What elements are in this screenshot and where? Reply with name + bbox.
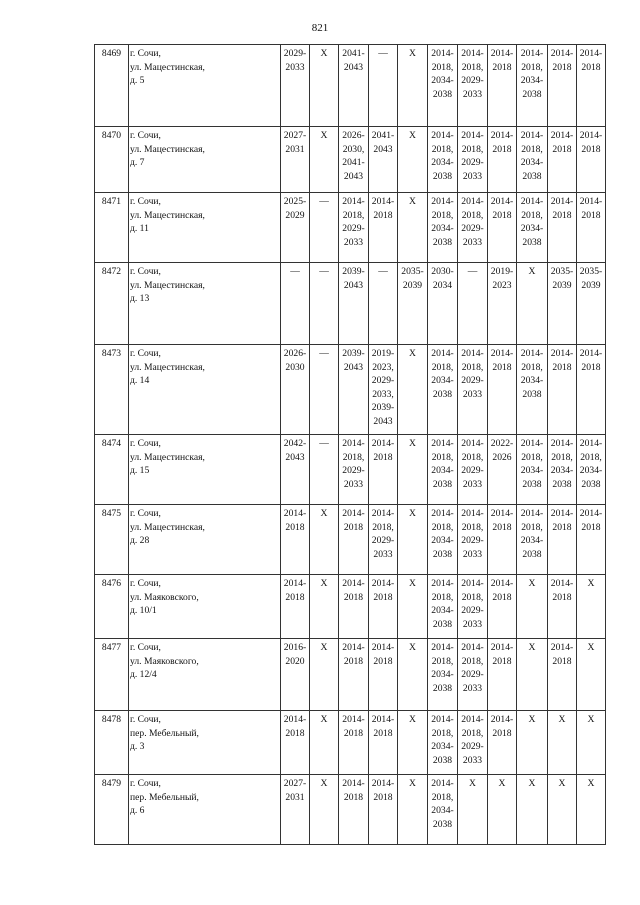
table-row xyxy=(95,45,606,127)
period-cell: 2014- 2018, 2034- 2038 xyxy=(428,435,458,505)
period-cell: 2029- 2033 xyxy=(281,45,310,127)
period-cell: 2014- 2018 xyxy=(548,505,577,575)
period-cell: 2042- 2043 xyxy=(281,435,310,505)
address-cell xyxy=(129,775,281,845)
address-line: д. 28 xyxy=(130,535,150,547)
period-cell: 2014- 2018 xyxy=(369,775,398,845)
period-cell: — xyxy=(310,345,339,435)
period-cell: 2014- 2018, 2029- 2033 xyxy=(458,575,488,639)
period-cell: 2014- 2018 xyxy=(577,127,606,193)
address-line: г. Сочи, xyxy=(130,196,161,207)
period-cell: 2014- 2018 xyxy=(281,575,310,639)
period-cell: Х xyxy=(310,711,339,775)
period-cell: 2014- 2018 xyxy=(339,575,369,639)
period-cell: Х xyxy=(577,711,606,775)
period-cell: 2014- 2018 xyxy=(548,193,577,263)
address-line: г. Сочи, xyxy=(130,778,161,789)
period-cell: 2014- 2018, 2034- 2038 xyxy=(517,505,548,575)
period-cell: Х xyxy=(398,575,428,639)
period-cell: 2026- 2030 xyxy=(281,345,310,435)
table-row xyxy=(95,711,606,775)
period-cell: 2014- 2018, 2029- 2033 xyxy=(458,193,488,263)
address-cell xyxy=(129,575,281,639)
period-cell: 2014- 2018 xyxy=(339,711,369,775)
period-cell: 2041- 2043 xyxy=(369,127,398,193)
period-cell: 2014- 2018, 2029- 2033 xyxy=(458,45,488,127)
period-cell: 2025- 2029 xyxy=(281,193,310,263)
address-line: пер. Мебельный, xyxy=(130,791,199,803)
period-cell: — xyxy=(310,435,339,505)
address-line: д. 12/4 xyxy=(130,669,157,681)
period-cell: 2014- 2018 xyxy=(488,127,517,193)
period-cell: Х xyxy=(398,193,428,263)
period-cell: 2019- 2023, 2029- 2033, 2039- 2043 xyxy=(369,345,398,435)
address-line: д. 13 xyxy=(130,293,150,305)
period-cell: — xyxy=(281,263,310,345)
period-cell: 2014- 2018 xyxy=(488,639,517,711)
address-line: г. Сочи, xyxy=(130,48,161,59)
page-number: 821 xyxy=(311,22,329,34)
period-cell: 2014- 2018, 2034- 2038 xyxy=(428,345,458,435)
address-line: ул. Мацестинская, xyxy=(130,143,205,155)
period-cell: 2027- 2031 xyxy=(281,127,310,193)
period-cell: Х xyxy=(398,711,428,775)
address-line: д. 10/1 xyxy=(130,605,157,617)
period-cell: Х xyxy=(310,575,339,639)
period-cell: 2014- 2018, 2034- 2038 xyxy=(428,575,458,639)
period-cell: 2014- 2018 xyxy=(548,127,577,193)
period-cell: 2014- 2018 xyxy=(339,505,369,575)
address-cell xyxy=(129,711,281,775)
period-cell: 2035- 2039 xyxy=(548,263,577,345)
period-cell: 2014- 2018, 2034- 2038 xyxy=(517,435,548,505)
address-line: г. Сочи, xyxy=(130,130,161,141)
table-row xyxy=(95,127,606,193)
address-line: пер. Мебельный, xyxy=(130,727,199,739)
period-cell: 2014- 2018 xyxy=(369,711,398,775)
period-cell: Х xyxy=(310,45,339,127)
period-cell: 2014- 2018, 2034- 2038 xyxy=(517,193,548,263)
table-row xyxy=(95,639,606,711)
period-cell: 2014- 2018, 2029- 2033 xyxy=(458,127,488,193)
period-cell: 2014- 2018 xyxy=(281,505,310,575)
period-cell: — xyxy=(458,263,488,345)
address-line: д. 15 xyxy=(130,465,150,477)
row-number: 8475 xyxy=(95,505,129,575)
table-body xyxy=(95,45,606,845)
period-cell: Х xyxy=(517,263,548,345)
period-cell: 2035- 2039 xyxy=(577,263,606,345)
address-line: г. Сочи, xyxy=(130,642,161,653)
period-cell: 2014- 2018, 2034- 2038 xyxy=(428,711,458,775)
period-cell: 2022- 2026 xyxy=(488,435,517,505)
period-cell: 2014- 2018 xyxy=(577,345,606,435)
period-cell: 2014- 2018, 2029- 2033 xyxy=(339,435,369,505)
address-cell xyxy=(129,345,281,435)
period-cell: 2014- 2018 xyxy=(488,193,517,263)
period-cell: 2039- 2043 xyxy=(339,345,369,435)
period-cell: 2014- 2018, 2029- 2033 xyxy=(458,505,488,575)
period-cell: — xyxy=(310,193,339,263)
address-line: д. 3 xyxy=(130,741,145,753)
row-number: 8474 xyxy=(95,435,129,505)
row-number: 8473 xyxy=(95,345,129,435)
period-cell: Х xyxy=(398,505,428,575)
period-cell: 2014- 2018, 2034- 2038 xyxy=(517,345,548,435)
register-table xyxy=(94,44,606,845)
table-row xyxy=(95,193,606,263)
period-cell: Х xyxy=(310,639,339,711)
period-cell: 2014- 2018, 2029- 2033 xyxy=(339,193,369,263)
row-number: 8477 xyxy=(95,639,129,711)
period-cell: 2014- 2018, 2034- 2038 xyxy=(428,775,458,845)
period-cell: 2035- 2039 xyxy=(398,263,428,345)
period-cell: 2027- 2031 xyxy=(281,775,310,845)
period-cell: 2016- 2020 xyxy=(281,639,310,711)
period-cell: Х xyxy=(517,639,548,711)
address-line: д. 14 xyxy=(130,375,150,387)
period-cell: Х xyxy=(577,775,606,845)
period-cell: Х xyxy=(398,775,428,845)
period-cell: Х xyxy=(310,505,339,575)
period-cell: 2014- 2018 xyxy=(488,345,517,435)
period-cell: 2014- 2018 xyxy=(577,45,606,127)
table-row xyxy=(95,505,606,575)
address-line: г. Сочи, xyxy=(130,508,161,519)
address-line: ул. Маяковского, xyxy=(130,591,199,603)
period-cell: Х xyxy=(517,575,548,639)
table-row xyxy=(95,775,606,845)
period-cell: 2014- 2018, 2029- 2033 xyxy=(369,505,398,575)
period-cell: 2014- 2018, 2034- 2038 xyxy=(428,193,458,263)
period-cell: 2014- 2018, 2034- 2038 xyxy=(517,45,548,127)
row-number: 8479 xyxy=(95,775,129,845)
address-line: ул. Маяковского, xyxy=(130,655,199,667)
address-line: ул. Мацестинская, xyxy=(130,279,205,291)
period-cell: 2030- 2034 xyxy=(428,263,458,345)
period-cell: 2014- 2018 xyxy=(281,711,310,775)
table-row xyxy=(95,575,606,639)
period-cell: Х xyxy=(488,775,517,845)
period-cell: Х xyxy=(517,775,548,845)
address-line: д. 11 xyxy=(130,223,149,235)
period-cell: 2014- 2018 xyxy=(369,639,398,711)
period-cell: Х xyxy=(577,575,606,639)
period-cell: 2014- 2018 xyxy=(339,775,369,845)
period-cell: Х xyxy=(548,775,577,845)
address-line: г. Сочи, xyxy=(130,266,161,277)
period-cell: 2014- 2018 xyxy=(369,193,398,263)
address-line: ул. Мацестинская, xyxy=(130,61,205,73)
period-cell: Х xyxy=(398,127,428,193)
period-cell: 2014- 2018 xyxy=(548,575,577,639)
period-cell: Х xyxy=(548,711,577,775)
address-line: г. Сочи, xyxy=(130,348,161,359)
row-number: 8471 xyxy=(95,193,129,263)
period-cell: 2014- 2018 xyxy=(488,505,517,575)
address-line: ул. Мацестинская, xyxy=(130,451,205,463)
period-cell: Х xyxy=(398,45,428,127)
period-cell: Х xyxy=(398,345,428,435)
period-cell: 2014- 2018 xyxy=(548,639,577,711)
period-cell: 2014- 2018, 2029- 2033 xyxy=(458,435,488,505)
table-row xyxy=(95,435,606,505)
period-cell: Х xyxy=(310,127,339,193)
address-cell xyxy=(129,639,281,711)
address-line: д. 5 xyxy=(130,75,145,87)
table-row xyxy=(95,263,606,345)
row-number: 8469 xyxy=(95,45,129,127)
period-cell: 2014- 2018, 2034- 2038 xyxy=(548,435,577,505)
address-cell xyxy=(129,435,281,505)
period-cell: — xyxy=(369,45,398,127)
period-cell: Х xyxy=(398,639,428,711)
row-number: 8472 xyxy=(95,263,129,345)
address-line: г. Сочи, xyxy=(130,438,161,449)
period-cell: — xyxy=(369,263,398,345)
period-cell: 2041- 2043 xyxy=(339,45,369,127)
address-line: д. 7 xyxy=(130,157,145,169)
row-number: 8478 xyxy=(95,711,129,775)
period-cell: — xyxy=(310,263,339,345)
period-cell: 2014- 2018 xyxy=(548,345,577,435)
period-cell: 2014- 2018 xyxy=(577,193,606,263)
address-line: д. 6 xyxy=(130,805,145,817)
period-cell: 2014- 2018 xyxy=(488,45,517,127)
period-cell: 2014- 2018, 2034- 2038 xyxy=(577,435,606,505)
period-cell: Х xyxy=(458,775,488,845)
period-cell: 2014- 2018, 2034- 2038 xyxy=(428,505,458,575)
address-line: ул. Мацестинская, xyxy=(130,361,205,373)
period-cell: 2014- 2018, 2029- 2033 xyxy=(458,345,488,435)
table-row xyxy=(95,345,606,435)
address-cell xyxy=(129,45,281,127)
period-cell: 2014- 2018, 2034- 2038 xyxy=(428,45,458,127)
period-cell: 2014- 2018 xyxy=(548,45,577,127)
period-cell: 2039- 2043 xyxy=(339,263,369,345)
period-cell: 2014- 2018 xyxy=(488,711,517,775)
period-cell: 2014- 2018, 2029- 2033 xyxy=(458,711,488,775)
period-cell: Х xyxy=(517,711,548,775)
row-number: 8470 xyxy=(95,127,129,193)
address-line: ул. Мацестинская, xyxy=(130,209,205,221)
period-cell: 2014- 2018 xyxy=(577,505,606,575)
period-cell: Х xyxy=(310,775,339,845)
period-cell: 2014- 2018 xyxy=(369,435,398,505)
period-cell: 2014- 2018, 2029- 2033 xyxy=(458,639,488,711)
period-cell: 2014- 2018 xyxy=(339,639,369,711)
period-cell: Х xyxy=(577,639,606,711)
row-number: 8476 xyxy=(95,575,129,639)
period-cell: Х xyxy=(398,435,428,505)
period-cell: 2019- 2023 xyxy=(488,263,517,345)
address-line: г. Сочи, xyxy=(130,714,161,725)
period-cell: 2026- 2030, 2041- 2043 xyxy=(339,127,369,193)
address-cell xyxy=(129,505,281,575)
address-cell xyxy=(129,263,281,345)
period-cell: 2014- 2018, 2034- 2038 xyxy=(517,127,548,193)
period-cell: 2014- 2018 xyxy=(488,575,517,639)
address-line: г. Сочи, xyxy=(130,578,161,589)
address-cell xyxy=(129,193,281,263)
period-cell: 2014- 2018, 2034- 2038 xyxy=(428,127,458,193)
address-line: ул. Мацестинская, xyxy=(130,521,205,533)
period-cell: 2014- 2018 xyxy=(369,575,398,639)
period-cell: 2014- 2018, 2034- 2038 xyxy=(428,639,458,711)
address-cell xyxy=(129,127,281,193)
